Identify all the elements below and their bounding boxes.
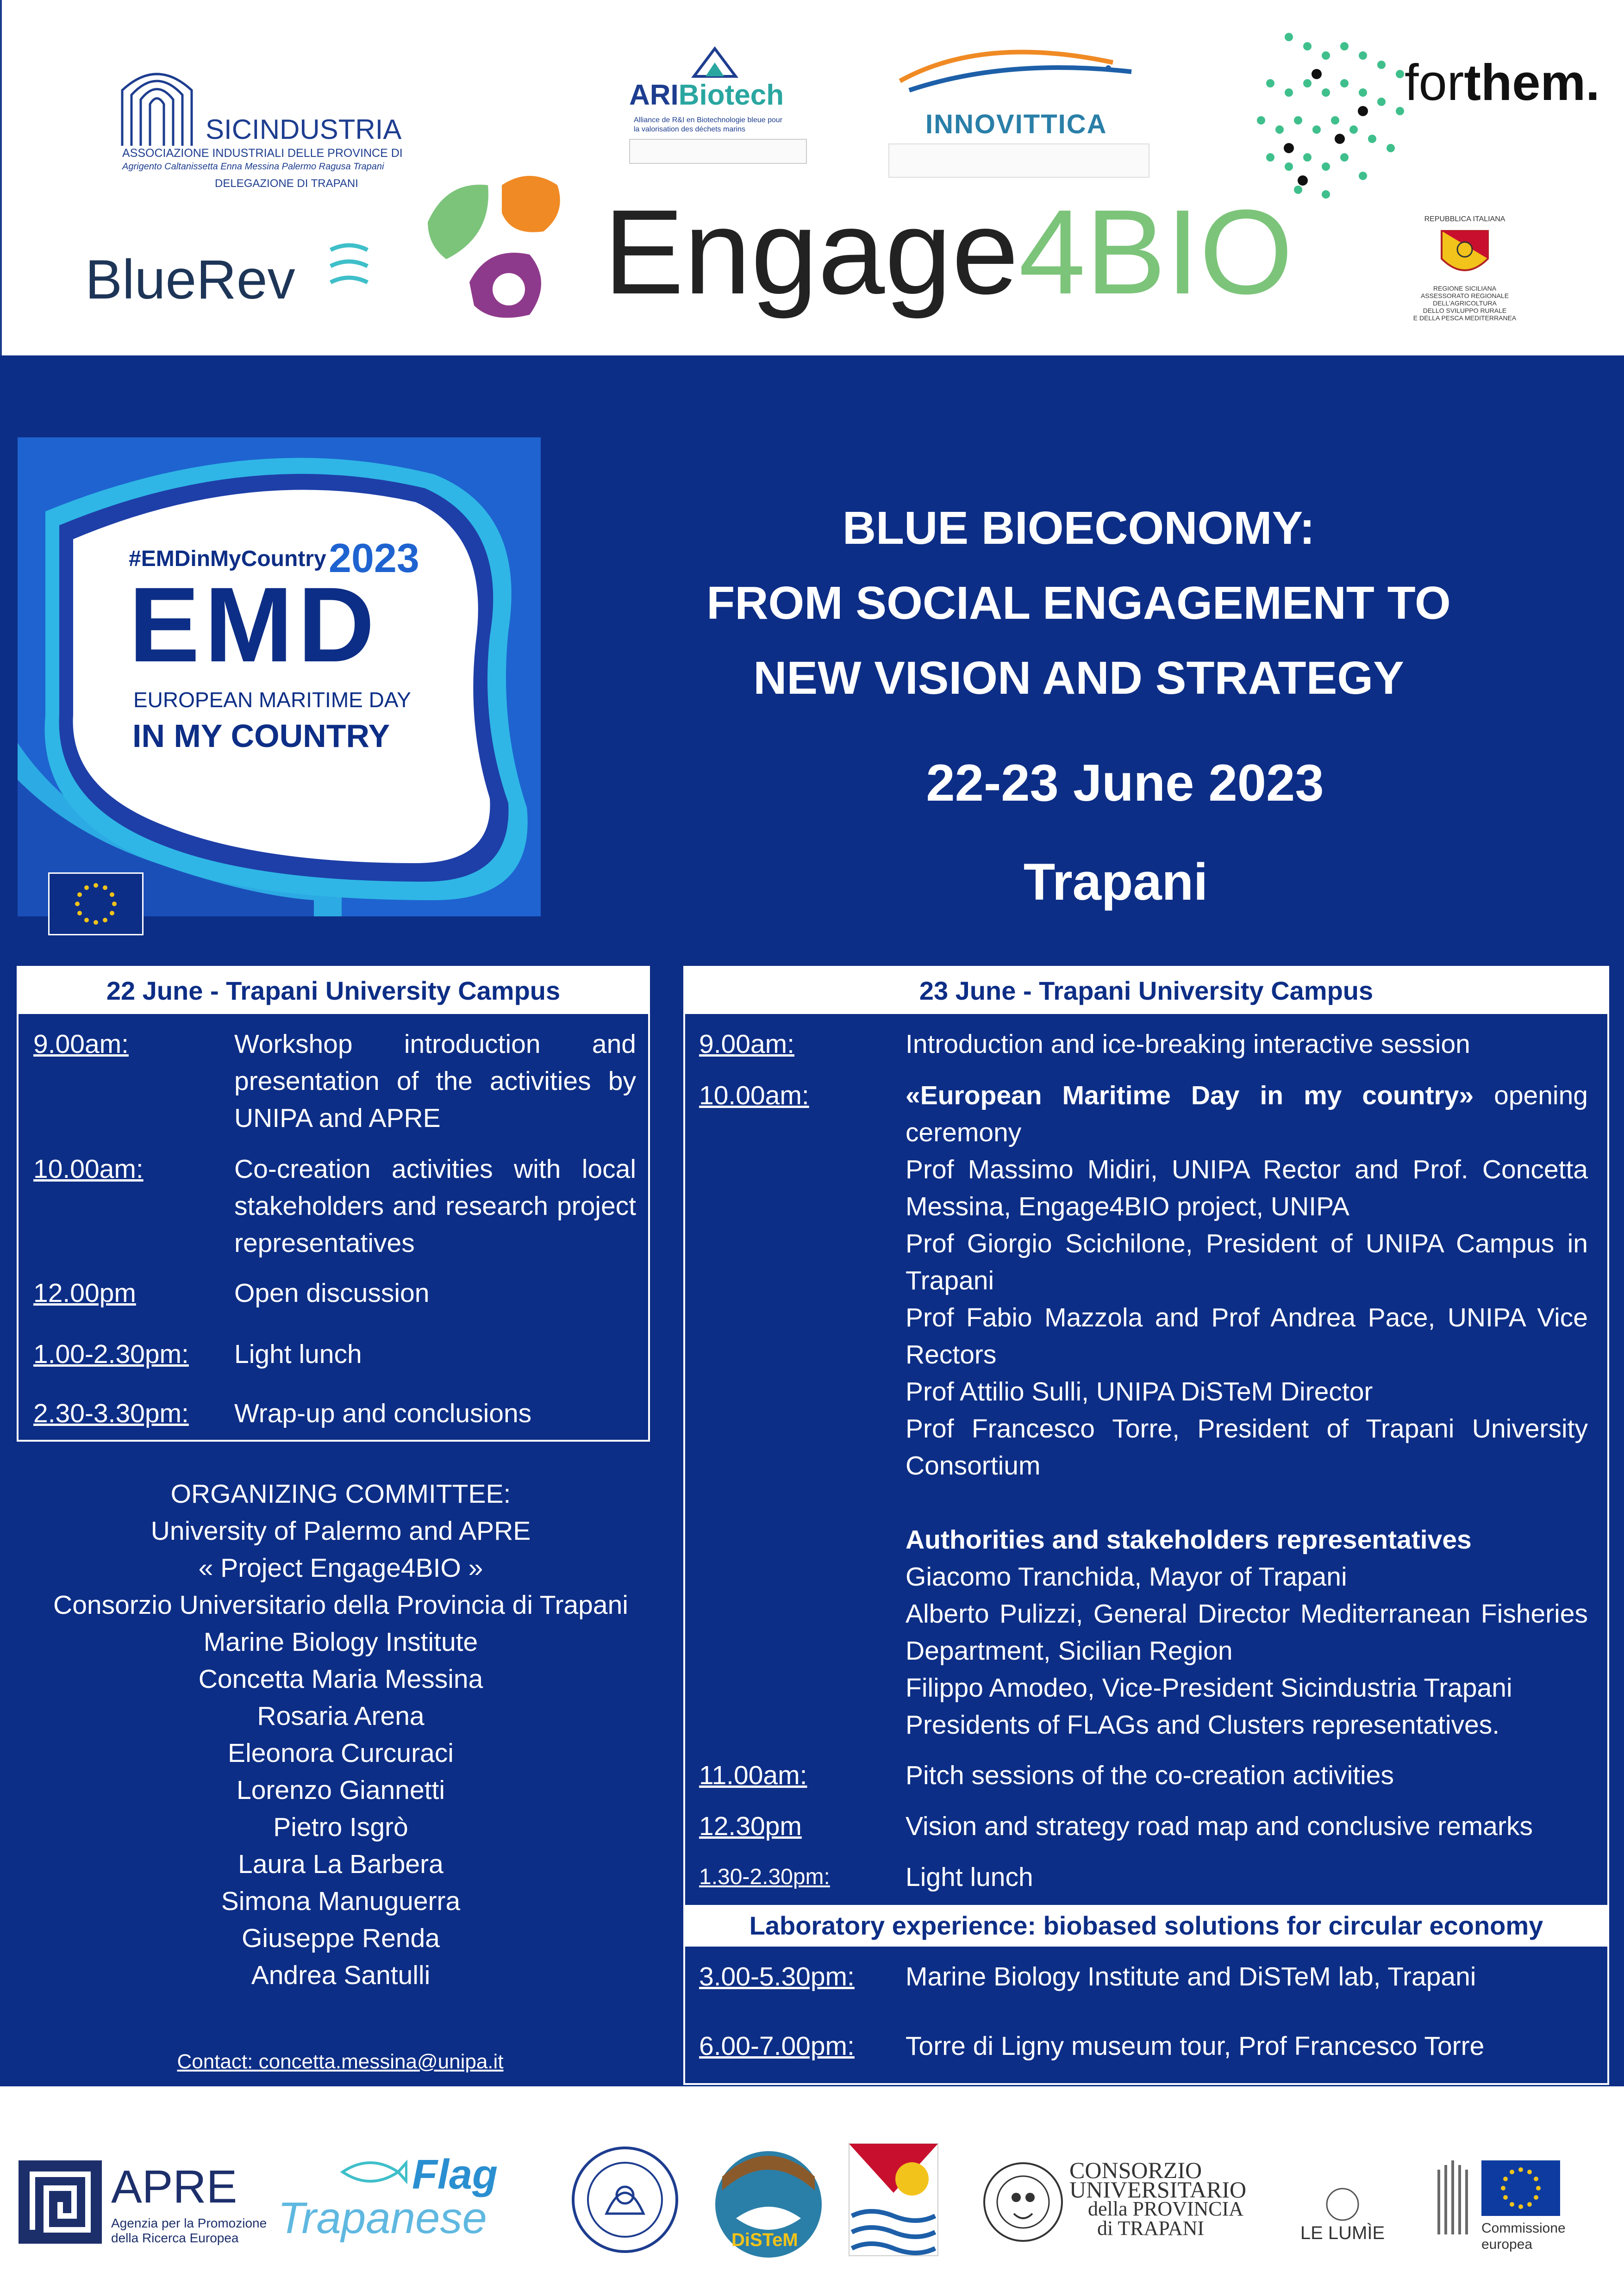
day1-row4-time: 1.00-2.30pm: [33,1339,189,1369]
unipa-seal-icon [569,2144,681,2255]
regione-line1: REPUBBLICA ITALIANA [1424,215,1505,223]
sicindustria-logo [118,62,403,197]
day2-row4-desc: Vision and strategy road map and conclusive remarks [906,1811,1533,1841]
authority-line: Alberto Pulizzi, General Director Mediterranean Fisheries Department, Sicilian Region [906,1599,1588,1666]
event-dates: 22-23 June 2023 [926,754,1324,812]
committee-line: « Project Engage4BIO » [198,1553,483,1583]
consorzio-line3: della PROVINCIA [1088,2197,1244,2220]
day2-row3-time: 11.00am: [699,1761,807,1790]
unipa-seal-logo [569,2144,681,2255]
apre-spiral-icon [19,2160,102,2244]
day1-row4-desc: Light lunch [234,1339,362,1369]
emd-ceremony-title: «European Maritime Day in my country» [906,1081,1474,1110]
event-title-line3: NEW VISION AND STRATEGY [753,652,1404,704]
bluerev-name: BlueRev [85,249,295,311]
apre-name: APRE [111,2161,237,2213]
emd-big: EMD [129,565,380,684]
speaker-line: Prof Fabio Mazzola and Prof Andrea Pace, UNIPA Vice Rectors [906,1303,1588,1369]
day2-row6-time: 3.00-5.30pm: [699,1962,855,1991]
committee-line: Eleonora Curcuraci [228,1738,454,1768]
authority-line: Filippo Amodeo, Vice-President Sicindustria Trapani [906,1673,1512,1703]
trapanese-name: Trapanese [278,2193,487,2243]
innovittica-logo [881,39,1159,178]
day1-row2-time: 10.00am: [33,1154,144,1184]
sun-sea-logo [847,2142,940,2258]
contact-email-link[interactable]: Contact: concetta.messina@unipa.it [177,2050,504,2073]
day2-opening-ceremony [906,1077,1588,1151]
aribiotech-emblem-icon [689,46,740,79]
aribiotech-sub: Alliance de R&I en Biotechnologie bleue pour la valorisation des déchets marins [634,116,783,133]
sicindustria-name: SICINDUSTRIA [206,114,402,145]
regione-line4: DELLO SVILUPPO RURALE [1423,307,1507,314]
apre-sub2: della Ricerca Europea [111,2231,239,2245]
day1-row5-time: 2.30-3.30pm: [33,1399,189,1428]
committee-line: Concetta Maria Messina [198,1664,483,1694]
committee-line: Andrea Santulli [251,1960,431,1990]
day2-row5-time: 1.30-2.30pm: [699,1865,830,1889]
committee-line: University of Palermo and APRE [150,1516,531,1546]
day1-programme [17,966,650,1442]
4bio-text: 4BIO [1018,185,1293,319]
event-place: Trapani [1023,853,1208,911]
day2-row2-time: 10.00am: [699,1081,809,1110]
sicindustria-emblem-icon [118,62,196,150]
speaker-line: Prof Attilio Sulli, UNIPA DiSTeM Director [906,1377,1373,1406]
commissione-europea-logo [1435,2147,1574,2267]
committee-line: Giuseppe Renda [242,1923,440,1953]
day2-row1-time: 9.00am: [699,1029,794,1059]
flag-name: Flag [412,2152,498,2198]
event-title-line1: BLUE BIOECONOMY: [842,502,1315,554]
engage4bio-logo [418,167,1298,333]
day2-row7-desc: Torre di Ligny museum tour, Prof Francesco Torre [906,2031,1485,2061]
forthem-logo [1247,28,1608,204]
lab-heading: Laboratory experience: biobased solutions for circular economy [685,1905,1607,1947]
distem-name: DiSTeM [731,2230,798,2250]
committee-line: Laura La Barbera [238,1849,443,1879]
consorzio-text [1069,2157,1247,2240]
forthem-name [1405,53,1600,112]
consorzio-line4: di TRAPANI [1097,2217,1205,2240]
commission-building-icon [1435,2160,1477,2239]
committee-line: Marine Biology Institute [203,1627,478,1657]
lumie-circle-icon [1324,2186,1361,2223]
committee-line: Simona Manuguerra [221,1886,461,1916]
bluerev-logo [85,234,381,326]
eu-flag-footer-icon [1481,2160,1560,2216]
authorities-title: Authorities and stakeholders representatives [906,1525,1472,1555]
day2-row7-time: 6.00-7.00pm: [699,2031,855,2061]
fish-icon [891,39,1150,104]
day2-row5-desc: Light lunch [906,1862,1033,1892]
regione-line3: ASSESSORATO REGIONALE DELL'AGRICOLTURA [1420,292,1509,307]
forthem-bold: them. [1464,54,1600,111]
distem-logo [708,2140,829,2260]
aribiotech-name: ARIBiotech [629,79,784,111]
organizing-committee [17,1475,665,1994]
committee-line: Rosaria Arena [257,1701,425,1731]
day2-programme [683,966,1609,2085]
le-lumie-name: LE LUMÌE [1300,2223,1385,2243]
forthem-prefix: for [1405,54,1464,111]
sicindustria-line1: ASSOCIAZIONE INDUSTRIALI DELLE PROVINCE DI [122,147,403,160]
emd-sub2: IN MY COUNTRY [132,718,390,754]
authority-line: Presidents of FLAGs and Clusters representatives. [906,1710,1500,1740]
day1-row2-desc: Co-creation activities with local stakeholders and research project representatives [234,1154,636,1258]
waves-icon [326,241,372,292]
emd-sub1: EUROPEAN MARITIME DAY [133,688,411,712]
emd-year: 2023 [329,535,419,581]
commissione-line2: europea [1481,2237,1533,2252]
innovittica-name: INNOVITTICA [925,109,1107,139]
aribiotech-logo [629,46,805,167]
regione-line2: REGIONE SICILIANA [1433,285,1497,292]
sicindustria-line2: Agrigento Caltanissetta Enna Messina Palermo Ragusa Trapani [122,162,384,172]
day1-row5-desc: Wrap-up and conclusions [234,1399,532,1428]
aribiotech-flags-strip [629,139,807,164]
authority-line: Giacomo Tranchida, Mayor of Trapani [906,1562,1347,1592]
speaker-line: Prof Massimo Midiri, UNIPA Rector and Prof. Concetta Messina, Engage4BIO project, UNIPA [906,1155,1588,1221]
emd-ceremony-tail: opening ceremony [906,1081,1588,1147]
day1-row1-desc: Workshop introduction and presentation of the activities by UNIPA and APRE [234,1029,636,1133]
day1-row3-time: 12.00pm [33,1278,136,1308]
commissione-line1: Commissione [1481,2221,1566,2236]
committee-line: Pietro Isgrò [273,1812,408,1842]
committee-line: Lorenzo Giannetti [237,1775,445,1805]
consorzio-line1: CONSORZIO [1069,2157,1202,2183]
day2-row4-time: 12.30pm [699,1811,802,1841]
consorzio-logo [981,2157,1268,2253]
eu-flag-icon [48,872,144,935]
apre-logo [19,2160,267,2253]
day1-heading: 22 June - Trapani University Campus [19,968,648,1014]
sun-waves-icon [847,2142,940,2258]
consorzio-line2: UNIVERSITARIO [1069,2177,1247,2203]
flag-trapanese-logo [278,2151,518,2244]
trinacria-shield-icon [1437,226,1493,282]
regione-line5: E DELLA PESCA MEDITERRANEA [1413,314,1517,322]
day2-row1-desc: Introduction and ice-breaking interactive session [906,1029,1470,1059]
owl-seal-icon [981,2160,1065,2244]
committee-line: Consorzio Universitario della Provincia di Trapani [53,1590,628,1620]
day2-row6-desc: Marine Biology Institute and DiSTeM lab, Trapani [906,1962,1476,1991]
footer-logo-band [0,2086,1624,2296]
speaker-line: Prof Francesco Torre, President of Trapani University Consortium [906,1414,1588,1481]
engage4bio-name [604,185,1293,319]
fish-outline-icon [338,2156,407,2188]
apre-sub1: Agenzia per la Promozione [111,2216,267,2230]
leaf-flower-icon [418,167,590,324]
emd-hashtag: #EMDinMyCountry [129,547,326,571]
day1-row1-time: 9.00am: [33,1029,129,1059]
sicindustria-line3: DELEGAZIONE DI TRAPANI [215,177,358,190]
event-title-line2: FROM SOCIAL ENGAGEMENT TO [706,577,1451,629]
speaker-line: Prof Giorgio Scichilone, President of UNIPA Campus in Trapani [906,1229,1588,1295]
header-logo-band [0,0,1624,355]
engage-text: Engage [604,185,1019,319]
committee-line: ORGANIZING COMMITTEE: [170,1479,511,1509]
day2-row3-desc: Pitch sessions of the co-creation activities [906,1761,1394,1790]
le-lumie-logo [1292,2186,1393,2265]
emd-badge [18,437,541,916]
day1-row3-desc: Open discussion [234,1278,430,1308]
regione-siciliana-logo [1395,215,1534,331]
day2-heading: 23 June - Trapani University Campus [685,968,1607,1014]
